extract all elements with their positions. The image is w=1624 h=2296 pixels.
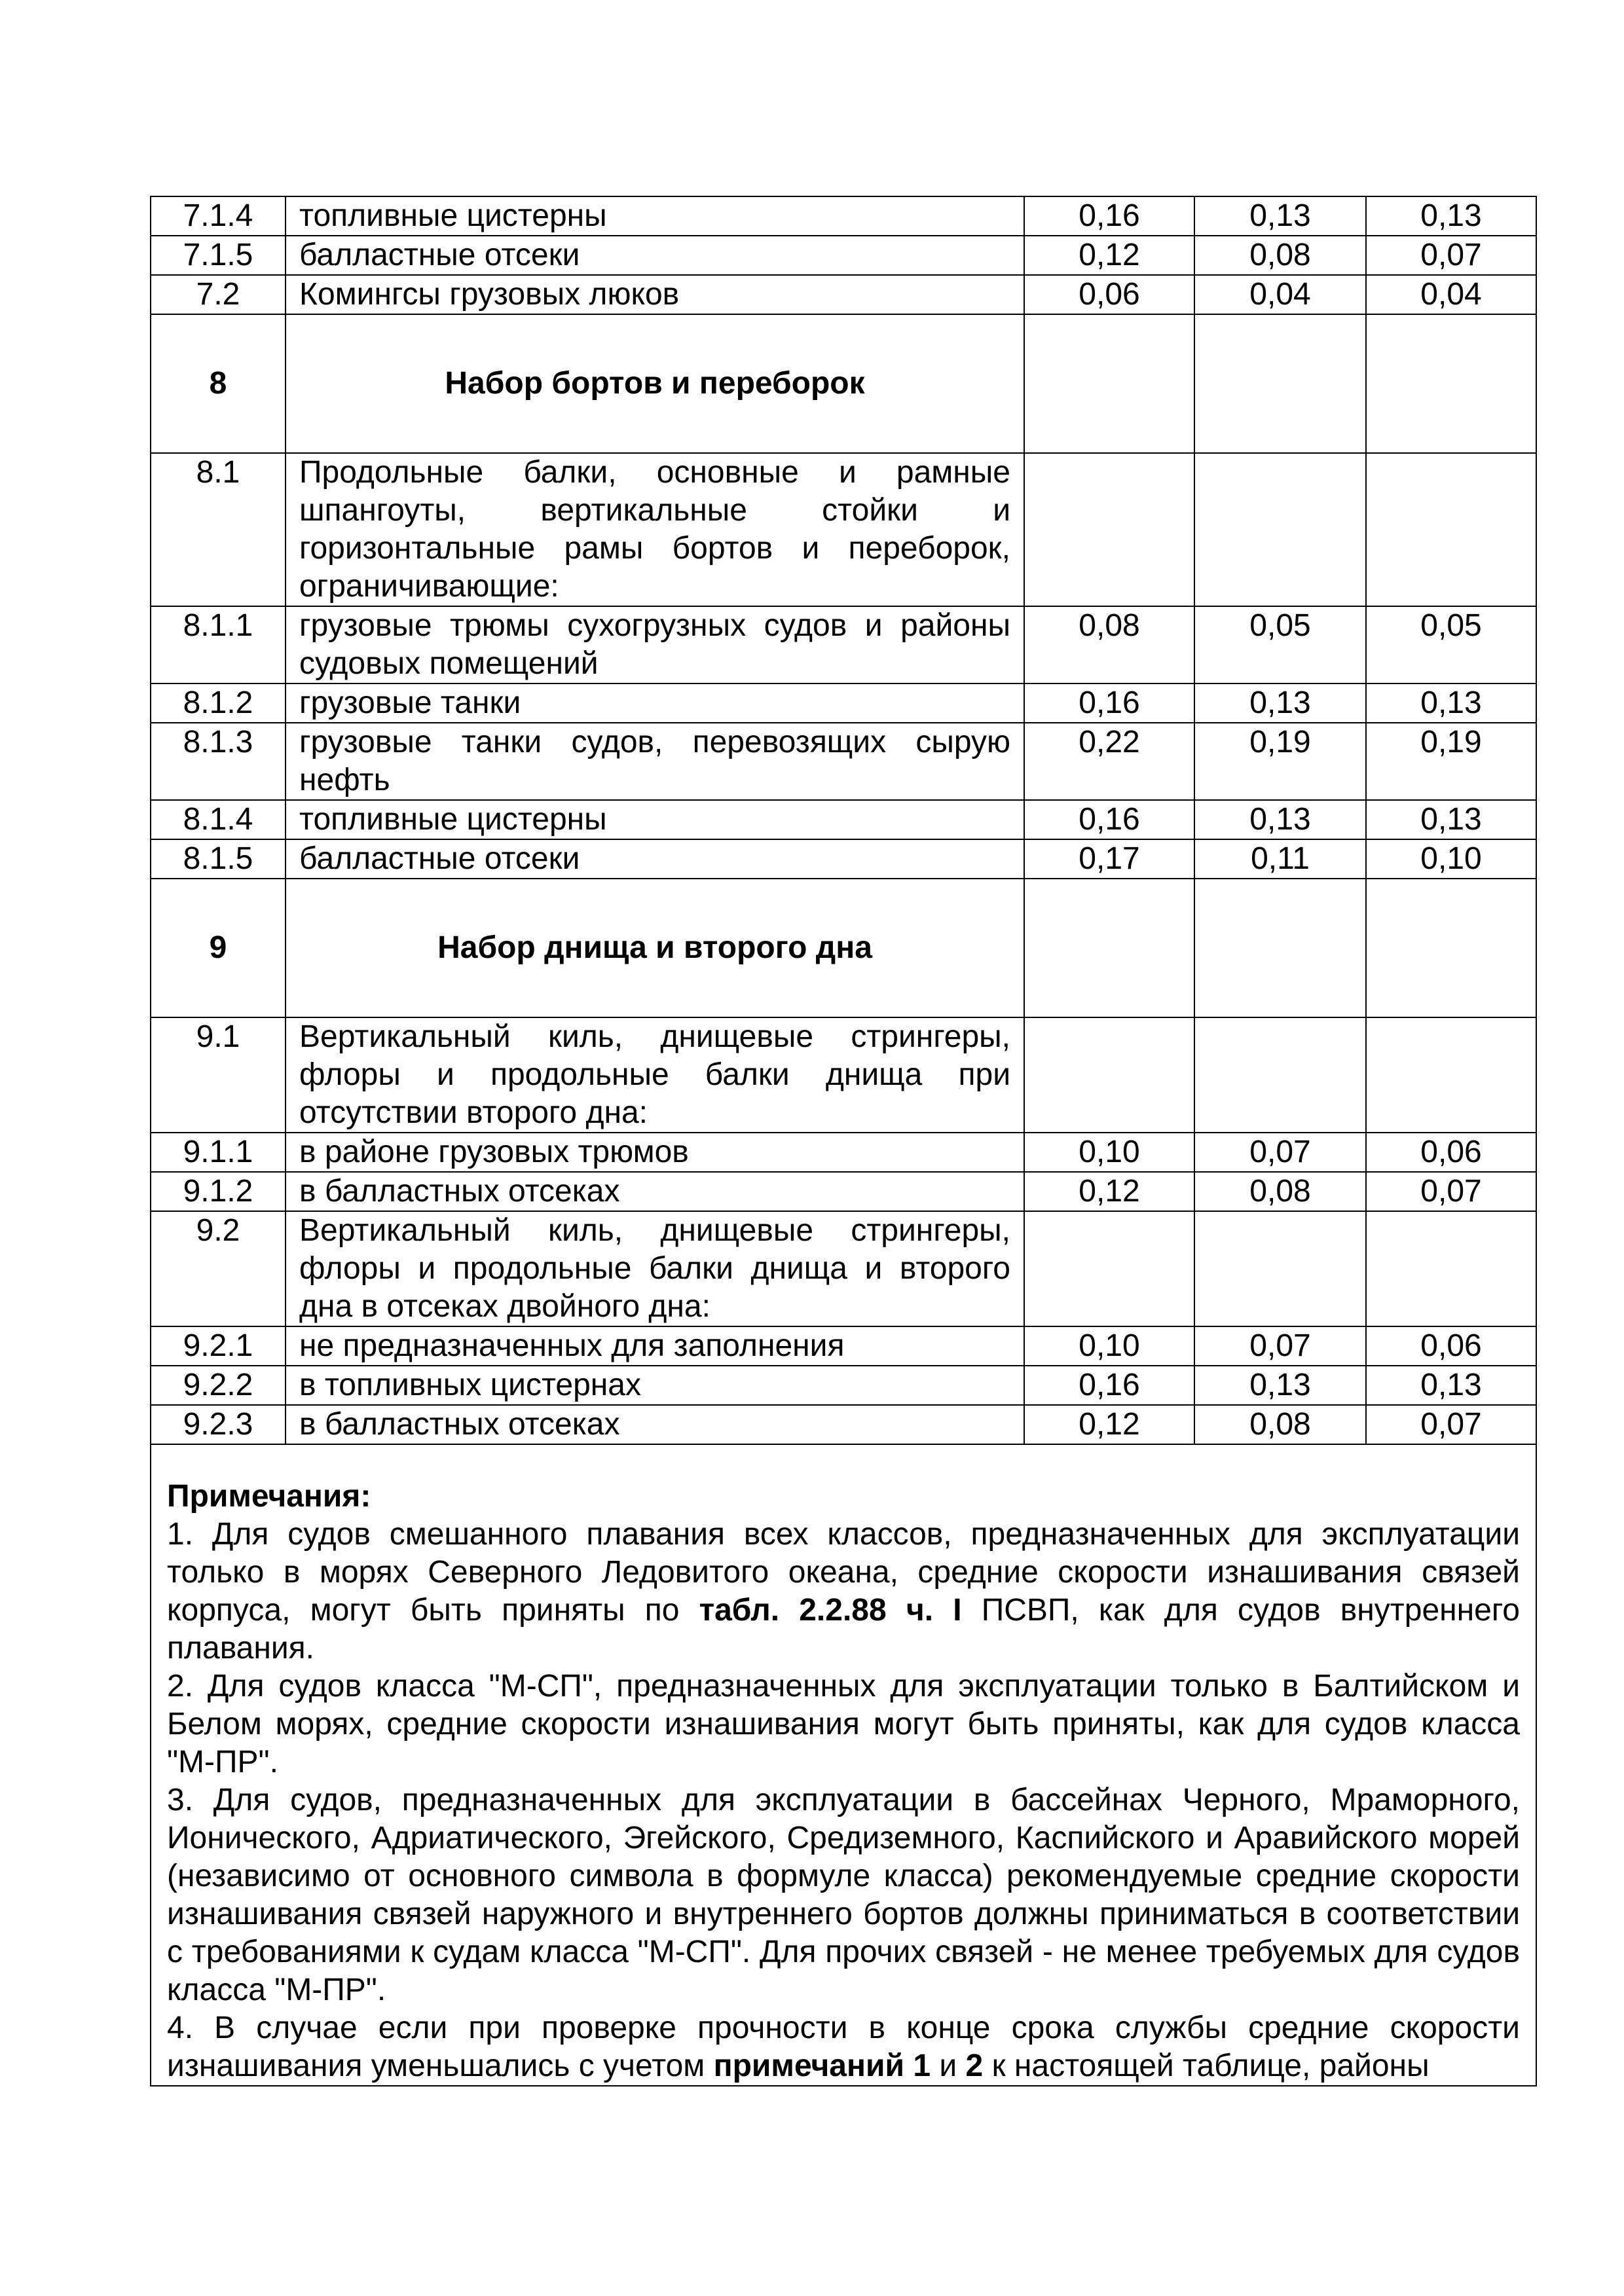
section-row xyxy=(151,314,1536,453)
value-cell-3: 0,13 xyxy=(1366,800,1536,839)
value-cell-2: 0,04 xyxy=(1194,275,1366,314)
item-description-cell: Комингсы грузовых люков xyxy=(286,275,1024,314)
note-4-text-mid: и xyxy=(931,2049,966,2083)
value-cell-2: 0,08 xyxy=(1194,1172,1366,1211)
table-row xyxy=(151,1405,1536,1444)
notes-title: Примечания: xyxy=(167,1479,371,1514)
item-description-cell: в топливных цистернах xyxy=(286,1366,1024,1405)
value-cell-1 xyxy=(1024,879,1194,1017)
item-description-cell: Набор днища и второго дна xyxy=(286,879,1024,1017)
table-row xyxy=(151,1211,1536,1326)
item-number-cell: 7.2 xyxy=(151,275,286,314)
table-row xyxy=(151,1366,1536,1405)
value-cell-3 xyxy=(1366,1017,1536,1133)
value-cell-3: 0,13 xyxy=(1366,683,1536,723)
value-cell-1 xyxy=(1024,453,1194,606)
value-cell-1: 0,22 xyxy=(1024,723,1194,800)
table-row xyxy=(151,196,1536,236)
note-1-table-ref: табл. 2.2.88 ч. I xyxy=(699,1593,962,1628)
value-cell-3: 0,07 xyxy=(1366,236,1536,275)
value-cell-1 xyxy=(1024,1017,1194,1133)
value-cell-2: 0,13 xyxy=(1194,683,1366,723)
item-number-cell: 9.1 xyxy=(151,1017,286,1133)
wear-rate-table xyxy=(150,196,1537,2086)
value-cell-1: 0,12 xyxy=(1024,1172,1194,1211)
item-description-cell: грузовые танки судов, перевозящих сырую нефть xyxy=(286,723,1024,800)
value-cell-2: 0,19 xyxy=(1194,723,1366,800)
item-number-cell: 9.2.1 xyxy=(151,1326,286,1366)
value-cell-3 xyxy=(1366,879,1536,1017)
table-row xyxy=(151,236,1536,275)
value-cell-3: 0,19 xyxy=(1366,723,1536,800)
value-cell-3: 0,07 xyxy=(1366,1172,1536,1211)
note-3: 3. Для судов, предназначенных для эксплуатации в бассейнах Черного, Мраморного, Ионического, Адриатического, Эгейского, Средиземного, Каспийского и Аравийского морей (независимо от основного символа в формуле класса) рекомендуемые средние скорости изнашивания связей наружного и внутреннего бортов должны приниматься в соответствии с требованиями к судам класса "М-СП". Для прочих связей - не менее требуемых для судов класса "М-ПР". xyxy=(167,1783,1520,2007)
value-cell-2 xyxy=(1194,1211,1366,1326)
item-description-cell: Продольные балки, основные и рамные шпангоуты, вертикальные стойки и горизонтальные рамы бортов и переборок, ограничивающие: xyxy=(286,453,1024,606)
item-description-cell: Вертикальный киль, днищевые стрингеры, флоры и продольные балки днища при отсутствии второго дна: xyxy=(286,1017,1024,1133)
value-cell-2 xyxy=(1194,879,1366,1017)
value-cell-3 xyxy=(1366,1211,1536,1326)
item-description-cell: в балластных отсеках xyxy=(286,1405,1024,1444)
value-cell-3: 0,13 xyxy=(1366,1366,1536,1405)
value-cell-2 xyxy=(1194,314,1366,453)
table-row xyxy=(151,723,1536,800)
item-number-cell: 8.1.2 xyxy=(151,683,286,723)
value-cell-1: 0,16 xyxy=(1024,1366,1194,1405)
item-number-cell: 9.2.2 xyxy=(151,1366,286,1405)
item-number-cell: 9.1.2 xyxy=(151,1172,286,1211)
value-cell-2: 0,13 xyxy=(1194,800,1366,839)
value-cell-3: 0,06 xyxy=(1366,1326,1536,1366)
value-cell-1: 0,10 xyxy=(1024,1133,1194,1172)
note-4-text-a: 4. В случае если при проверке прочности в конце срока службы средние скорости изнашивания уменьшались с учетом xyxy=(167,2011,1520,2083)
note-1-text-a: 1. Для судов смешанного плавания всех классов, предназначенных для эксплуатации только в морях Северного Ледовитого океана, средние скорости изнашивания связей корпуса, могут быть приняты по xyxy=(167,1517,1520,1628)
table-row xyxy=(151,1172,1536,1211)
value-cell-2 xyxy=(1194,453,1366,606)
item-number-cell: 7.1.4 xyxy=(151,196,286,236)
note-4-text-b: к настоящей таблице, районы xyxy=(983,2049,1430,2083)
value-cell-3: 0,13 xyxy=(1366,196,1536,236)
item-description-cell: грузовые танки xyxy=(286,683,1024,723)
item-description-cell: балластные отсеки xyxy=(286,839,1024,879)
value-cell-1: 0,17 xyxy=(1024,839,1194,879)
item-description-cell: балластные отсеки xyxy=(286,236,1024,275)
value-cell-1: 0,12 xyxy=(1024,1405,1194,1444)
value-cell-3: 0,04 xyxy=(1366,275,1536,314)
item-number-cell: 8.1.1 xyxy=(151,606,286,683)
value-cell-3: 0,07 xyxy=(1366,1405,1536,1444)
value-cell-2: 0,08 xyxy=(1194,1405,1366,1444)
table-row xyxy=(151,1133,1536,1172)
table-row xyxy=(151,683,1536,723)
note-1 xyxy=(167,1516,1520,1667)
table-row xyxy=(151,1326,1536,1366)
value-cell-1: 0,16 xyxy=(1024,196,1194,236)
value-cell-1 xyxy=(1024,314,1194,453)
table-row xyxy=(151,1017,1536,1133)
value-cell-1: 0,12 xyxy=(1024,236,1194,275)
section-row xyxy=(151,879,1536,1017)
value-cell-2: 0,07 xyxy=(1194,1133,1366,1172)
item-description-cell: грузовые трюмы сухогрузных судов и районы судовых помещений xyxy=(286,606,1024,683)
note-1-text-b: ПСВП, как для судов внутреннего плавания. xyxy=(167,1593,1520,1666)
notes-cell xyxy=(151,1444,1536,2086)
value-cell-3: 0,06 xyxy=(1366,1133,1536,1172)
item-description-cell: Вертикальный киль, днищевые стрингеры, флоры и продольные балки днища и второго дна в отсеках двойного дна: xyxy=(286,1211,1024,1326)
value-cell-3 xyxy=(1366,453,1536,606)
item-description-cell: в балластных отсеках xyxy=(286,1172,1024,1211)
table-row xyxy=(151,839,1536,879)
note-4 xyxy=(167,2009,1520,2085)
item-number-cell: 7.1.5 xyxy=(151,236,286,275)
value-cell-3: 0,05 xyxy=(1366,606,1536,683)
item-number-cell: 9.2.3 xyxy=(151,1405,286,1444)
value-cell-1 xyxy=(1024,1211,1194,1326)
item-description-cell: топливные цистерны xyxy=(286,196,1024,236)
note-2: 2. Для судов класса "М-СП", предназначенных для эксплуатации только в Балтийском и Белом морях, средние скорости изнашивания могут быть приняты, как для судов класса "М-ПР". xyxy=(167,1669,1520,1779)
item-number-cell: 8.1 xyxy=(151,453,286,606)
value-cell-2: 0,08 xyxy=(1194,236,1366,275)
value-cell-1: 0,08 xyxy=(1024,606,1194,683)
value-cell-1: 0,16 xyxy=(1024,800,1194,839)
item-description-cell: Набор бортов и переборок xyxy=(286,314,1024,453)
table-row xyxy=(151,800,1536,839)
item-number-cell: 8.1.3 xyxy=(151,723,286,800)
note-4-ref-2: 2 xyxy=(965,2049,984,2083)
value-cell-2 xyxy=(1194,1017,1366,1133)
item-number-cell: 9.1.1 xyxy=(151,1133,286,1172)
value-cell-2: 0,07 xyxy=(1194,1326,1366,1366)
item-number-cell: 9 xyxy=(151,879,286,1017)
note-4-ref-1: примечаний 1 xyxy=(713,2049,931,2083)
table-row xyxy=(151,453,1536,606)
value-cell-2: 0,05 xyxy=(1194,606,1366,683)
table-row xyxy=(151,275,1536,314)
item-number-cell: 9.2 xyxy=(151,1211,286,1326)
item-number-cell: 8.1.5 xyxy=(151,839,286,879)
item-description-cell: не предназначенных для заполнения xyxy=(286,1326,1024,1366)
document-page xyxy=(150,196,1536,2086)
value-cell-2: 0,13 xyxy=(1194,196,1366,236)
item-description-cell: топливные цистерны xyxy=(286,800,1024,839)
table-row xyxy=(151,606,1536,683)
value-cell-1: 0,16 xyxy=(1024,683,1194,723)
value-cell-3 xyxy=(1366,314,1536,453)
notes-row xyxy=(151,1444,1536,2086)
value-cell-2: 0,11 xyxy=(1194,839,1366,879)
value-cell-1: 0,10 xyxy=(1024,1326,1194,1366)
value-cell-2: 0,13 xyxy=(1194,1366,1366,1405)
item-description-cell: в районе грузовых трюмов xyxy=(286,1133,1024,1172)
item-number-cell: 8.1.4 xyxy=(151,800,286,839)
value-cell-1: 0,06 xyxy=(1024,275,1194,314)
item-number-cell: 8 xyxy=(151,314,286,453)
value-cell-3: 0,10 xyxy=(1366,839,1536,879)
